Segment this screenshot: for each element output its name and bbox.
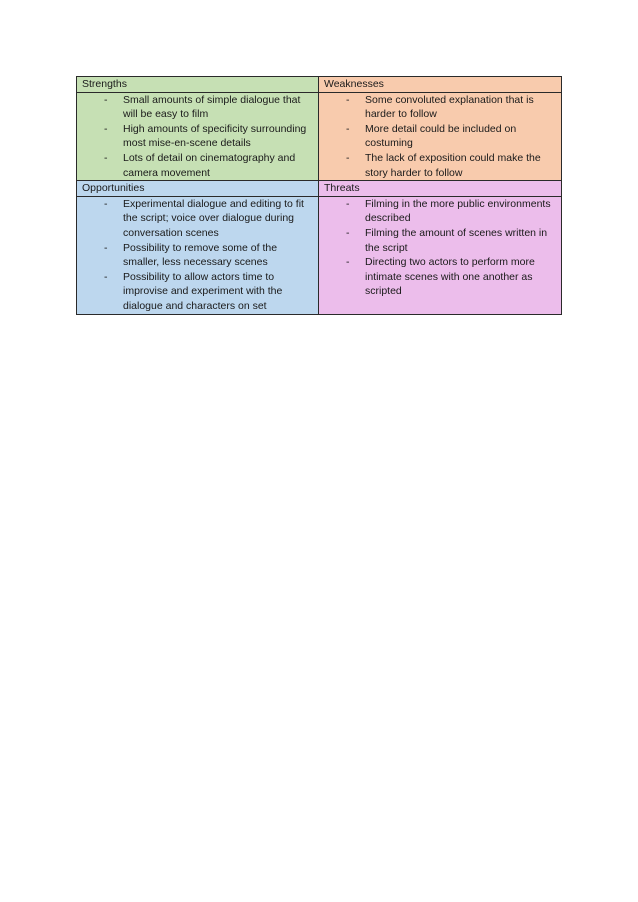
bullet-dash: - xyxy=(104,197,108,210)
list-item xyxy=(77,151,318,180)
threat-text: Filming in the more public environments described xyxy=(365,197,551,225)
bullet-dash: - xyxy=(104,270,108,283)
bullet-dash: - xyxy=(104,122,108,135)
strength-text: High amounts of specificity surrounding most mise-en-scene details xyxy=(123,122,307,150)
swot-content-row-bottom xyxy=(77,196,562,314)
threats-header: Threats xyxy=(319,181,562,197)
opportunities-list xyxy=(77,197,318,314)
list-item xyxy=(77,197,318,241)
bullet-dash: - xyxy=(104,151,108,164)
bullet-dash: - xyxy=(346,197,350,210)
strength-text: Lots of detail on cinematography and camera movement xyxy=(123,151,296,179)
strength-text: Small amounts of simple dialogue that will be easy to film xyxy=(123,93,301,121)
strengths-list xyxy=(77,93,318,181)
opportunities-cell xyxy=(77,196,319,314)
list-item xyxy=(319,226,561,255)
bullet-dash: - xyxy=(104,241,108,254)
swot-header-row-top xyxy=(77,77,562,93)
opportunity-text: Possibility to remove some of the smaller, less necessary scenes xyxy=(123,241,278,269)
list-item xyxy=(319,93,561,122)
list-item xyxy=(77,241,318,270)
threats-cell xyxy=(319,196,562,314)
bullet-dash: - xyxy=(104,93,108,106)
list-item xyxy=(77,122,318,151)
swot-header-row-bottom xyxy=(77,181,562,197)
weaknesses-header: Weaknesses xyxy=(319,77,562,93)
list-item xyxy=(77,93,318,122)
list-item xyxy=(319,255,561,299)
strengths-header: Strengths xyxy=(77,77,319,93)
strengths-cell xyxy=(77,92,319,181)
weakness-text: Some convoluted explanation that is harder to follow xyxy=(365,93,534,121)
bullet-dash: - xyxy=(346,122,350,135)
bullet-dash: - xyxy=(346,256,350,269)
bullet-dash: - xyxy=(346,151,350,164)
list-item xyxy=(319,151,561,180)
threats-list xyxy=(319,197,561,299)
list-item xyxy=(319,197,561,226)
opportunity-text: Possibility to allow actors time to improvise and experiment with the dialogue and characters on set xyxy=(123,270,283,312)
bullet-dash: - xyxy=(346,226,350,239)
opportunities-header: Opportunities xyxy=(77,181,319,197)
swot-content-row-top xyxy=(77,92,562,181)
weaknesses-list xyxy=(319,93,561,181)
opportunity-text: Experimental dialogue and editing to fit the script; voice over dialogue during conversation scenes xyxy=(123,197,304,239)
swot-table xyxy=(76,76,562,315)
threat-text: Directing two actors to perform more intimate scenes with one another as scripted xyxy=(365,256,535,298)
weakness-text: More detail could be included on costuming xyxy=(365,122,517,150)
weaknesses-cell xyxy=(319,92,562,181)
list-item xyxy=(319,122,561,151)
weakness-text: The lack of exposition could make the story harder to follow xyxy=(365,151,541,179)
threat-text: Filming the amount of scenes written in the script xyxy=(365,226,548,254)
bullet-dash: - xyxy=(346,93,350,106)
list-item xyxy=(77,270,318,314)
